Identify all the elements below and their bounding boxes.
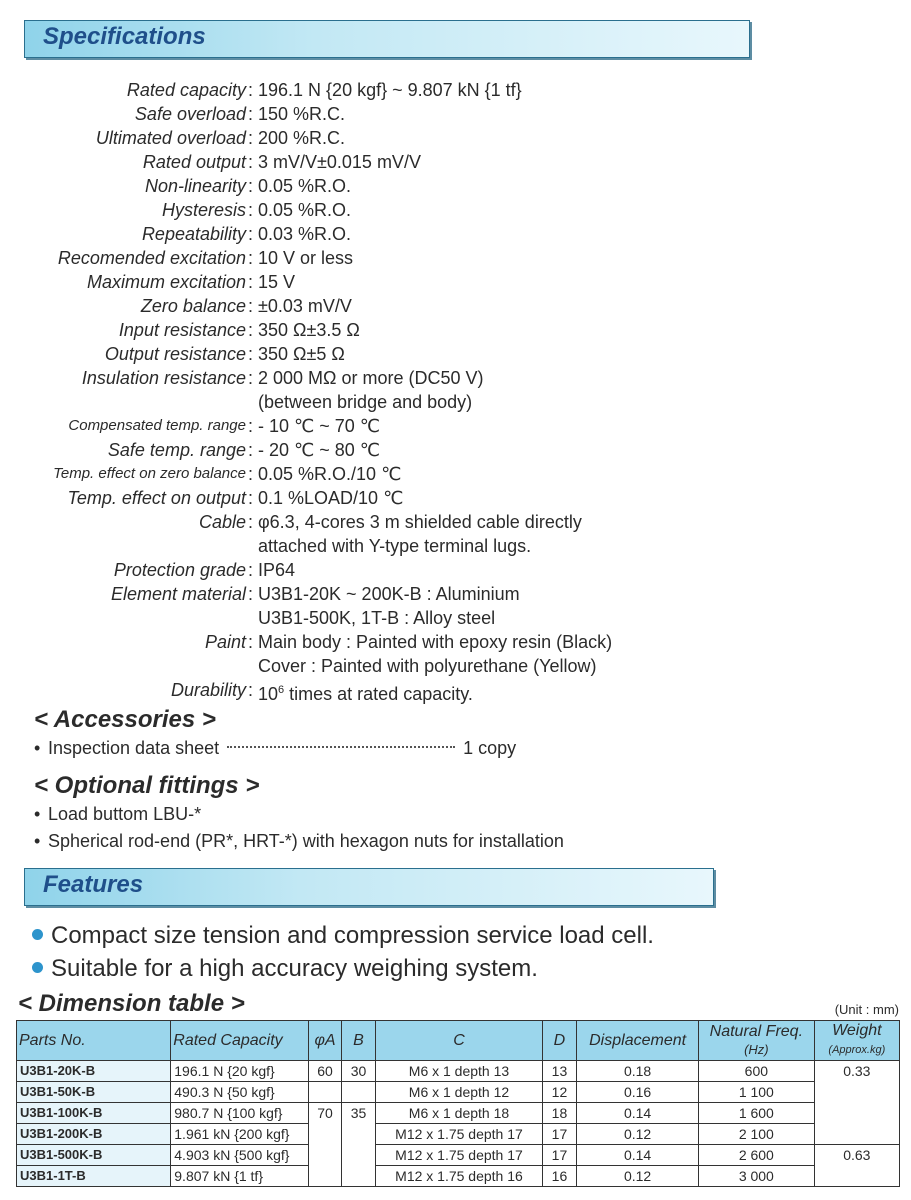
bullet-dot-icon	[32, 929, 43, 940]
spec-row: Protection grade : IP64	[113, 560, 296, 580]
phiA-cell: 60	[309, 1061, 341, 1082]
col-B: B	[341, 1021, 376, 1061]
spec-label: Repeatability	[141, 224, 246, 244]
unit-note: (Unit : mm)	[834, 1002, 899, 1017]
col-capacity: Rated Capacity	[171, 1021, 309, 1061]
spec-row: Temp. effect on zero balance : 0.05 %R.O./10 ℃	[53, 464, 402, 484]
spec-value: 150 %R.C.	[258, 104, 346, 124]
spec-row-continued	[0, 534, 911, 558]
spec-row-continued	[0, 606, 911, 630]
table-row: U3B1-500K-B 4.903 kN {500 kgf} M12 x 1.75 depth 17 17 0.14 2 600 0.63	[17, 1145, 900, 1166]
dimension-table-title: < Dimension table >	[18, 990, 245, 1017]
spec-label: Protection grade	[113, 560, 246, 580]
spec-row: Maximum excitation : 15 V	[86, 272, 296, 292]
spec-row: Recomended excitation : 10 V or less	[57, 248, 354, 268]
table-row: U3B1-1T-B 9.807 kN {1 tf} M12 x 1.75 depth 16 16 0.12 3 000	[17, 1166, 900, 1187]
spec-value: 2 000 MΩ or more (DC50 V)	[258, 368, 484, 388]
spec-label: Maximum excitation	[86, 272, 246, 292]
spec-row: Rated output : 3 mV/V±0.015 mV/V	[142, 152, 421, 172]
col-freq: Natural Freq. (Hz)	[698, 1021, 814, 1061]
spec-value-line2: U3B1-500K, 1T-B : Alloy steel	[258, 608, 496, 628]
weight-cell: 0.63	[814, 1145, 899, 1187]
spec-row: Ultimated overload : 200 %R.C.	[95, 128, 346, 148]
spec-row: Non-linearity : 0.05 %R.O.	[144, 176, 352, 196]
col-parts: Parts No.	[17, 1021, 171, 1061]
accessories-title: < Accessories >	[34, 706, 216, 733]
col-weight: Weight (Approx.kg)	[814, 1021, 899, 1061]
spec-row: Compensated temp. range : - 10 ℃ ~ 70 ℃	[68, 416, 380, 436]
spec-label: Rated output	[142, 152, 246, 172]
dimension-table	[16, 1020, 900, 1187]
spec-label: Hysteresis	[161, 200, 246, 220]
bullet-dot-icon	[32, 962, 43, 973]
spec-value: 196.1 N {20 kgf} ~ 9.807 kN {1 tf}	[258, 80, 522, 100]
phiA-cell: 70	[309, 1103, 341, 1187]
spec-label: Zero balance	[140, 296, 246, 316]
optional-item: • Spherical rod-end (PR*, HRT-*) with hexagon nuts for installation	[34, 831, 564, 851]
spec-value: ±0.03 mV/V	[258, 296, 352, 316]
spec-row-continued	[0, 654, 911, 678]
col-D: D	[542, 1021, 577, 1061]
col-C: C	[376, 1021, 542, 1061]
table-row: U3B1-50K-B 490.3 N {50 kgf} M6 x 1 depth 12 12 0.16 1 100	[17, 1082, 900, 1103]
spec-value: 0.05 %R.O.	[258, 176, 352, 196]
spec-row: Zero balance : ±0.03 mV/V	[140, 296, 352, 316]
spec-value: IP64	[258, 560, 296, 580]
spec-list	[0, 78, 911, 702]
spec-label: Output resistance	[104, 344, 246, 364]
spec-value: 0.05 %R.O./10 ℃	[258, 464, 402, 484]
table-header-row	[17, 1021, 900, 1061]
spec-label: Ultimated overload	[95, 128, 246, 148]
dotted-leader	[227, 746, 455, 748]
spec-label: Cable	[198, 512, 246, 532]
spec-value-line2: (between bridge and body)	[258, 392, 473, 412]
spec-value-line2: Cover : Painted with polyurethane (Yellow)	[258, 656, 597, 676]
specifications-header	[24, 20, 750, 58]
weight-cell: 0.33	[814, 1061, 899, 1145]
spec-row: Paint : Main body : Painted with epoxy resin (Black)	[204, 632, 613, 652]
spec-label: Safe overload	[134, 104, 246, 124]
spec-row: Output resistance : 350 Ω±5 Ω	[104, 344, 345, 364]
B-cell: 30	[341, 1061, 376, 1082]
spec-label: Rated capacity	[126, 80, 246, 100]
spec-row: Safe temp. range : - 20 ℃ ~ 80 ℃	[107, 440, 380, 460]
spec-row: Element material : U3B1-20K ~ 200K-B : Aluminium	[110, 584, 520, 604]
spec-value: 350 Ω±5 Ω	[258, 344, 345, 364]
spec-label: Insulation resistance	[81, 368, 246, 388]
spec-label: Safe temp. range	[107, 440, 246, 460]
B-cell: 35	[341, 1103, 376, 1187]
features-header	[24, 868, 714, 906]
table-row: U3B1-100K-B 980.7 N {100 kgf} 70 35 M6 x 1 depth 18 18 0.14 1 600	[17, 1103, 900, 1124]
spec-value: 10 V or less	[258, 248, 354, 268]
optional-item: • Load buttom LBU-*	[34, 804, 202, 824]
spec-value: φ6.3, 4-cores 3 m shielded cable directly	[258, 512, 582, 532]
spec-label: Recomended excitation	[57, 248, 246, 268]
accessory-name: Inspection data sheet	[48, 738, 220, 758]
accessory-qty: 1 copy	[463, 738, 517, 758]
spec-row: Temp. effect on output : 0.1 %LOAD/10 ℃	[67, 488, 404, 508]
spec-label: Durability	[170, 680, 246, 700]
spec-label: Non-linearity	[144, 176, 246, 196]
spec-label: Element material	[110, 584, 246, 604]
spec-label: Input resistance	[118, 320, 246, 340]
spec-value: - 10 ℃ ~ 70 ℃	[258, 416, 380, 436]
spec-value: - 20 ℃ ~ 80 ℃	[258, 440, 380, 460]
spec-row: Hysteresis : 0.05 %R.O.	[161, 200, 352, 220]
superscript: 6	[278, 684, 285, 696]
spec-row: Input resistance : 350 Ω±3.5 Ω	[118, 320, 360, 340]
spec-row: Insulation resistance : 2 000 MΩ or more (DC50 V)	[81, 368, 484, 388]
spec-value: 0.1 %LOAD/10 ℃	[258, 488, 404, 508]
spec-row: Repeatability : 0.03 %R.O.	[141, 224, 352, 244]
spec-row: Cable : φ6.3, 4-cores 3 m shielded cable directly	[198, 512, 582, 532]
col-phiA: φA	[309, 1021, 341, 1061]
optional-fittings-title: < Optional fittings >	[34, 772, 260, 799]
features-title: Features	[43, 871, 144, 898]
accessory-item: • Inspection data sheet 1 copy	[34, 738, 517, 758]
spec-label: Temp. effect on zero balance	[53, 465, 246, 482]
spec-row: Durability : $10^6$ times at rated capacity.	[170, 680, 473, 704]
feature-item: Compact size tension and compression service load cell.	[32, 922, 654, 950]
col-displacement: Displacement	[577, 1021, 699, 1061]
table-row: U3B1-20K-B 196.1 N {20 kgf} 60 30 M6 x 1 depth 13 13 0.18 600 0.33	[17, 1061, 900, 1082]
spec-value: 200 %R.C.	[258, 128, 346, 148]
spec-row-continued	[0, 390, 911, 414]
spec-label: Paint	[204, 632, 246, 652]
spec-value-line2: attached with Y-type terminal lugs.	[258, 536, 532, 556]
spec-value: 15 V	[258, 272, 296, 292]
specifications-title: Specifications	[43, 23, 206, 50]
spec-value: $10^6$ times at rated capacity.	[258, 684, 473, 704]
spec-value: Main body : Painted with epoxy resin (Black)	[258, 632, 613, 652]
spec-row: Rated capacity : 196.1 N {20 kgf} ~ 9.807 kN {1 tf}	[126, 80, 522, 100]
spec-value: 0.05 %R.O.	[258, 200, 352, 220]
spec-row: Safe overload : 150 %R.C.	[134, 104, 346, 124]
feature-item: Suitable for a high accuracy weighing system.	[32, 955, 538, 983]
table-row: U3B1-200K-B 1.961 kN {200 kgf} M12 x 1.75 depth 17 17 0.12 2 100	[17, 1124, 900, 1145]
spec-value: 0.03 %R.O.	[258, 224, 352, 244]
spec-value: 350 Ω±3.5 Ω	[258, 320, 360, 340]
spec-value: U3B1-20K ~ 200K-B : Aluminium	[258, 584, 520, 604]
spec-value: 3 mV/V±0.015 mV/V	[258, 152, 421, 172]
spec-label: Compensated temp. range	[68, 417, 246, 434]
spec-label: Temp. effect on output	[67, 488, 246, 508]
